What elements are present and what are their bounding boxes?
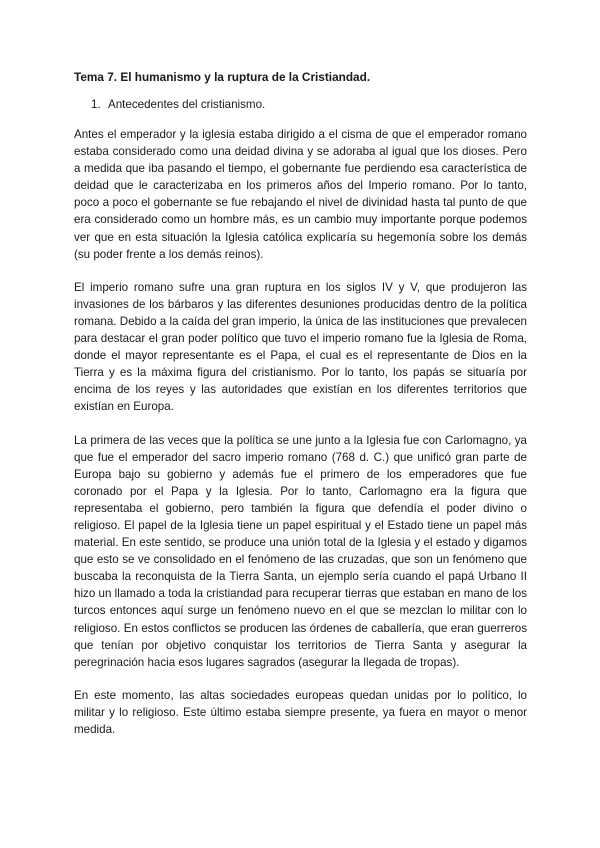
numbered-list (74, 97, 527, 112)
paragraph: En este momento, las altas sociedades europeas quedan unidas por lo político, lo militar y lo religioso. Este último estaba siempre presente, ya fuera en mayor o menor medida. (74, 688, 527, 736)
document-title: Tema 7. El humanismo y la ruptura de la Cristiandad. (74, 70, 371, 84)
paragraph: La primera de las veces que la política se une junto a la Iglesia fue con Carlomagno, ya que fue el emperador del sacro imperio romano (768 d. C.) que unificó gran parte de Europa bajo su gobierno y además fue el primero de los emperadores que fue coronado por el Papa y la Iglesia. Por lo tanto, Carlomagno era la figura que representaba el gobierno, pero también la figura que defendía el poder divino o religioso. El papel de la Iglesia tiene un papel espiritual y el Estado tiene un papel más material. En este sentido, se produce una unión total de la Iglesia y el estado y digamos que esto se ve consolidado en el fenómeno de las cruzadas, que son un fenómeno que buscaba la reconquista de la Tierra Santa, un ejemplo sería cuando el papá Urbano II hizo un llamado a toda la cristiandad para recuperar tierras que estaban en mano de los turcos entonces aquí surge un fenómeno nuevo en el que se mezclan lo militar con lo religioso. En estos conflictos se producen las órdenes de caballería, que eran guerreros que tenían por objetivo conquistar los territorios de Tierra Santa y asegurar la peregrinación hacia esos lugares sagrados (asegurar la llegada de tropas). (74, 433, 527, 669)
list-item-number: 1. (91, 98, 101, 111)
paragraph: Antes el emperador y la iglesia estaba dirigido a el cisma de que el emperador romano estaba considerado como una deidad divina y se adoraba al igual que los dioses. Pero a medida que iba pasando el tiempo, el gobernante fue perdiendo esa característica de deidad que le caracterizaba en los primeros años del Imperio romano. Por lo tanto, poco a poco el gobernante se fue rebajando el nivel de divinidad hasta tal punto de que era considerado como un hombre más, es un cambio muy importante porque podemos ver que en esta situación la Iglesia católica explicaría su hegemonía sobre los demás (su poder frente a los demás reinos). (74, 128, 527, 261)
list-item (74, 97, 527, 112)
document-body (74, 70, 527, 754)
list-item-text: Antecedentes del cristianismo. (108, 98, 266, 111)
paragraph: El imperio romano sufre una gran ruptura en los siglos IV y V, que produjeron las invasiones de los bárbaros y las diferentes desuniones producidas dentro de la política romana. Debido a la caída del gran imperio, la única de las instituciones que prevalecen para destacar el gran poder político que tuvo el imperio romano fue la Iglesia de Roma, donde el mayor representante es el Papa, el cual es el representante de Dios en la Tierra y es la máxima figura del cristianismo. Por lo tanto, los papás se situaría por encima de los reyes y las autoridades que existían en los diferentes territorios que existían en Europa. (74, 280, 527, 414)
